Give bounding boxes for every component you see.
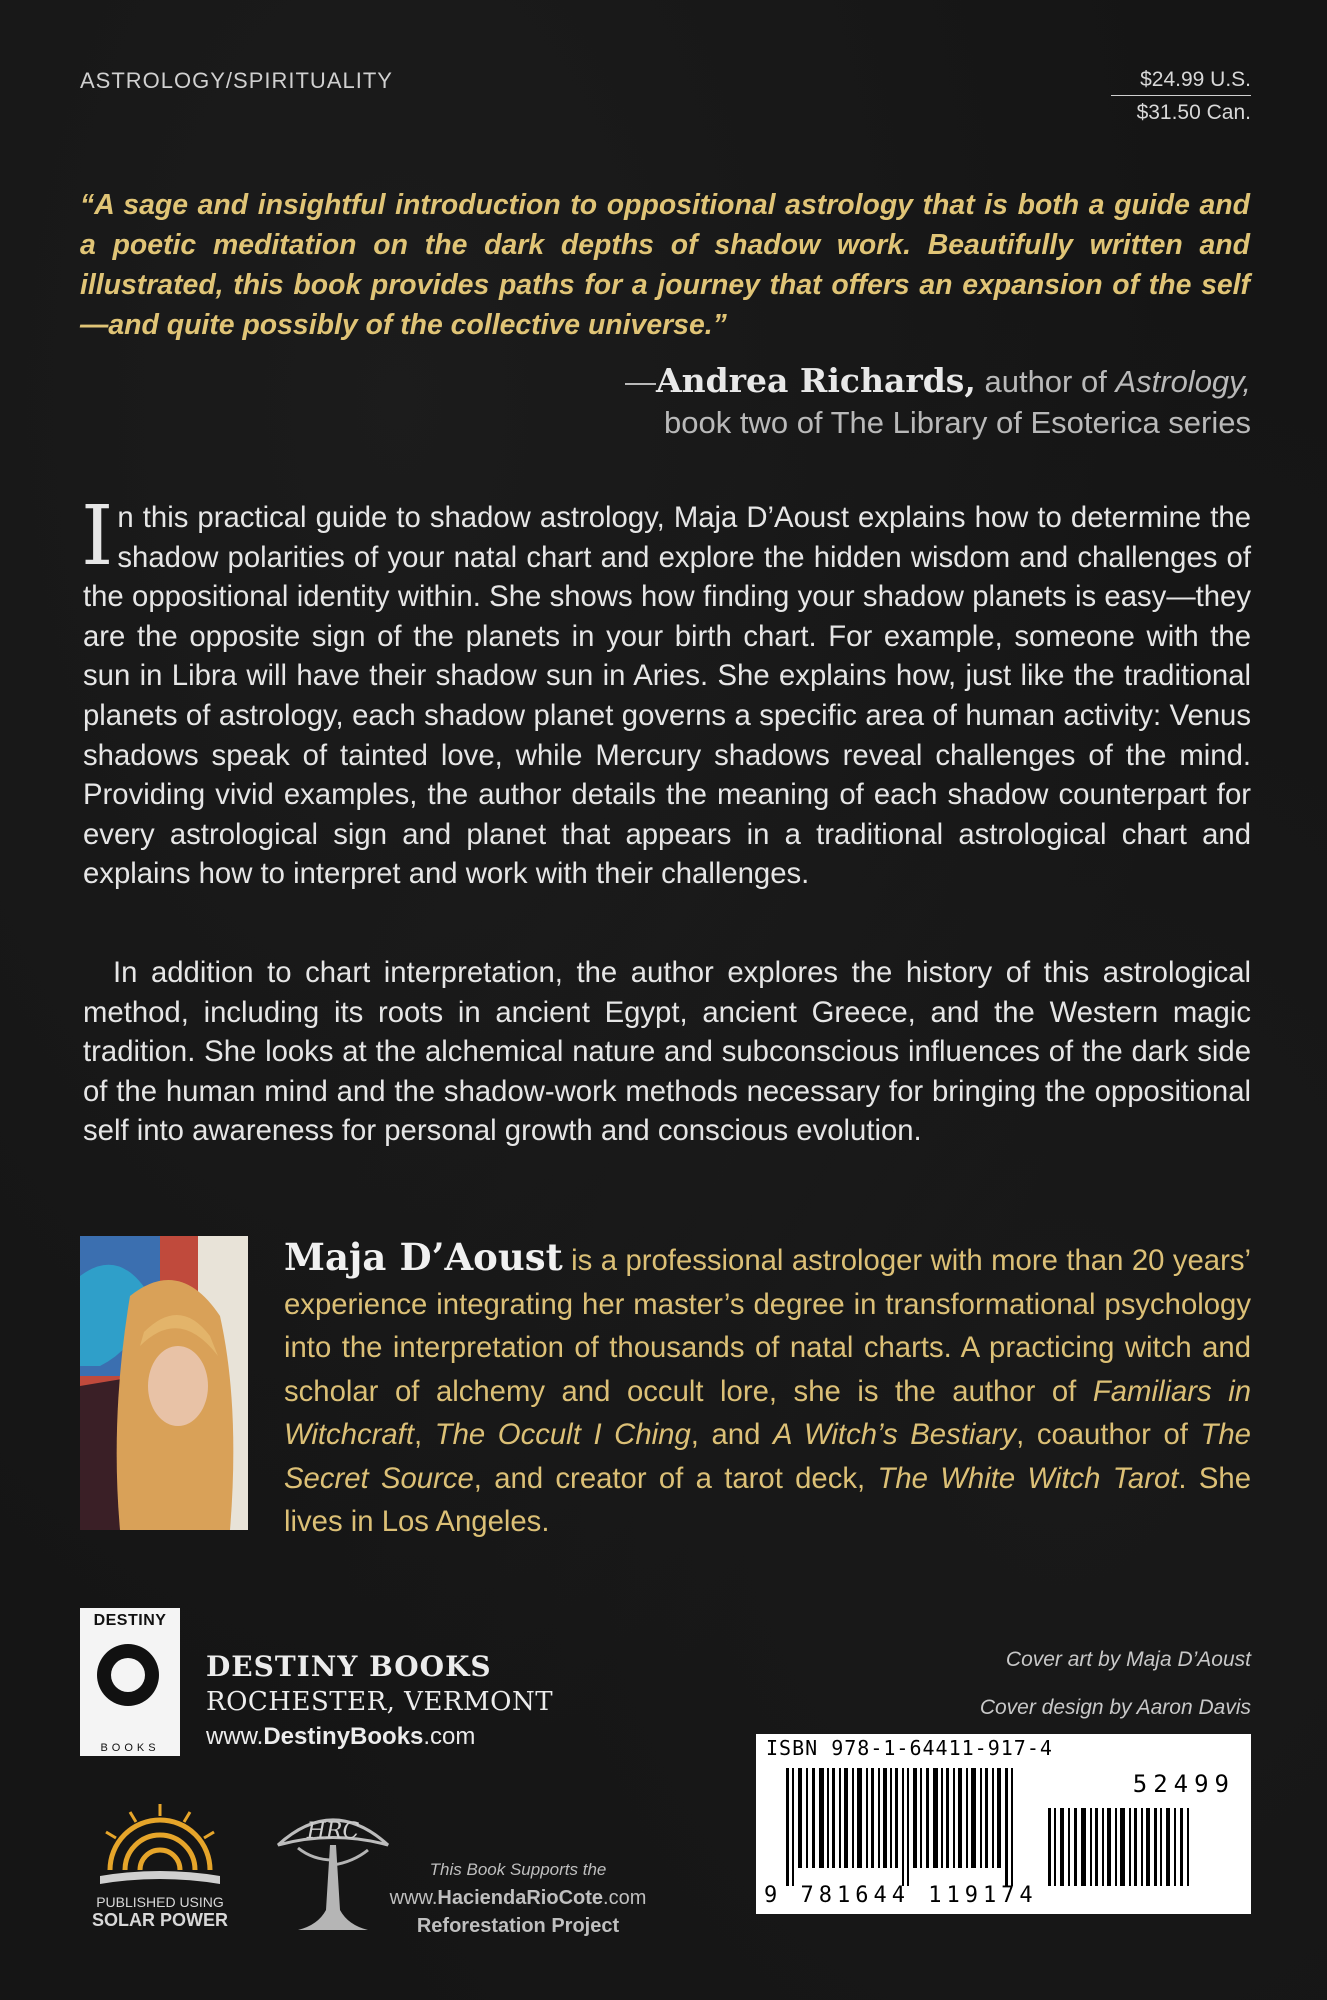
reforest-line3: Reforestation Project <box>416 1915 620 1937</box>
publisher-url[interactable] <box>206 1723 553 1751</box>
solar-line1: PUBLISHED USING <box>96 1894 224 1910</box>
bio-text-2: , <box>413 1418 435 1451</box>
reforest-url[interactable] <box>368 1884 668 1912</box>
bio-text-3: , and <box>690 1418 773 1451</box>
logo-bottom-text: BOOKS <box>100 1742 160 1754</box>
attribution-dash: — <box>624 364 656 399</box>
reforestation-note <box>368 1856 668 1940</box>
sun-book-icon <box>80 1800 240 1890</box>
ean-digits: 9 781644 119174 <box>764 1883 1038 1908</box>
cover-art-credit: Cover art by Maja D’Aoust <box>1005 1648 1251 1671</box>
publisher-url-post: .com <box>423 1723 476 1750</box>
cover-credits <box>980 1636 1251 1732</box>
publisher-block <box>206 1650 553 1751</box>
description-text-1: n this practical guide to shadow astrology, Maja D’Aoust explains how to determine the shadow polarities of your natal chart and explore the hidden wisdom and challenges of the oppositional identity within. She shows how finding your shadow planets is easy—they are the opposite sign of the planets in your birth chart. For example, someone with the sun in Libra will have their shadow sun in Aries. She explains how, just like the traditional planets of astrology, each shadow planet governs a specific area of human activity: Venus shadows speak of tainted love, while Mercury shadows reveal challenges of the mind. Providing vivid examples, the author details the meaning of each shadow counterpart for every astrological sign and planet that appears in a traditional astrological chart and explains how to interpret and work with their challenges. <box>83 501 1251 891</box>
endorsement-quote: “A sage and insightful introduction to oppositional astrology that is both a guide and a poetic meditation on the dark depths of shadow work. Beautifully written and illustrated, this book provides paths for a journey that offers an expansion of the self—and quite possibly of the collective universe.” <box>80 189 1250 341</box>
cover-design-credit: Cover design by Aaron Davis <box>979 1696 1251 1719</box>
publisher-name: DESTINY BOOKS <box>206 1650 492 1683</box>
bio-text-4: , coauthor of <box>1016 1418 1201 1451</box>
author-photo <box>80 1236 248 1530</box>
bio-text-5: , and creator of a tarot deck, <box>473 1461 878 1495</box>
price-us: $24.99 U.S. <box>1111 68 1251 96</box>
isbn-text: ISBN 978-1-64411-917-4 <box>766 1736 1053 1760</box>
isbn-barcode <box>756 1734 1251 1914</box>
bio-book-3: A Witch’s Bestiary <box>772 1418 1017 1451</box>
reforest-url-bold: HaciendaRioCote <box>437 1887 604 1909</box>
attribution-name: Andrea Richards, <box>655 361 976 400</box>
reforest-line1: This Book Supports the <box>429 1860 607 1879</box>
solar-power-logo <box>80 1800 240 1930</box>
author-name: Maja D’Aoust <box>284 1235 563 1279</box>
hrc-logo-text: HRC <box>306 1819 360 1844</box>
logo-eclipse-icon <box>97 1644 159 1706</box>
bio-text-6: . She lives in Los Angeles. <box>284 1461 1251 1538</box>
logo-top-text: DESTINY <box>93 1612 167 1629</box>
bio-book-5: The White Witch Tarot <box>877 1461 1179 1495</box>
destiny-books-logo <box>80 1608 180 1756</box>
author-bio <box>284 1236 1251 1544</box>
bio-text-1: is a professional astrologer with more than 20 years’ experience integrating her master’s degree in transformational psychology into the interpretation of thousands of natal charts. A practicing witch and scholar of alchemy and occult lore, she is the author of <box>284 1244 1252 1408</box>
attribution-series: book two of The Library of Esoterica series <box>664 405 1251 440</box>
publisher-location: ROCHESTER, VERMONT <box>206 1687 554 1717</box>
attribution-pre: author of <box>975 364 1116 399</box>
publisher-url-pre: www. <box>206 1723 264 1750</box>
publisher-url-bold: DestinyBooks <box>263 1723 424 1750</box>
reforest-url-pre: www. <box>389 1887 438 1909</box>
solar-line2: SOLAR POWER <box>91 1910 228 1930</box>
solar-power-text <box>80 1893 240 1930</box>
bio-book-1: Familiars in Witchcraft <box>284 1374 1251 1451</box>
bio-book-4: The Secret Source <box>284 1418 1251 1495</box>
bio-book-2: The Occult I Ching <box>434 1418 691 1451</box>
category-label: ASTROLOGY/SPIRITUALITY <box>80 68 393 93</box>
attribution-book: Astrology, <box>1115 364 1251 399</box>
price-can: $31.50 Can. <box>1136 101 1251 124</box>
reforest-url-post: .com <box>603 1887 647 1909</box>
price-code: 52499 <box>1132 1770 1235 1798</box>
endorsement-attribution <box>625 360 1251 443</box>
description-paragraph-1 <box>81 489 1251 894</box>
description-paragraph-2: In addition to chart interpretation, the author explores the history of this astrological method, including its roots in ancient Egypt, ancient Greece, and the Western magic tradition. She looks at the alchemical nature and subconscious influences of the dark side of the human mind and the shadow-work methods necessary for bringing the oppositional self into awareness for personal growth and conscious evolution. <box>83 956 1251 1148</box>
drop-cap: I <box>81 489 114 584</box>
